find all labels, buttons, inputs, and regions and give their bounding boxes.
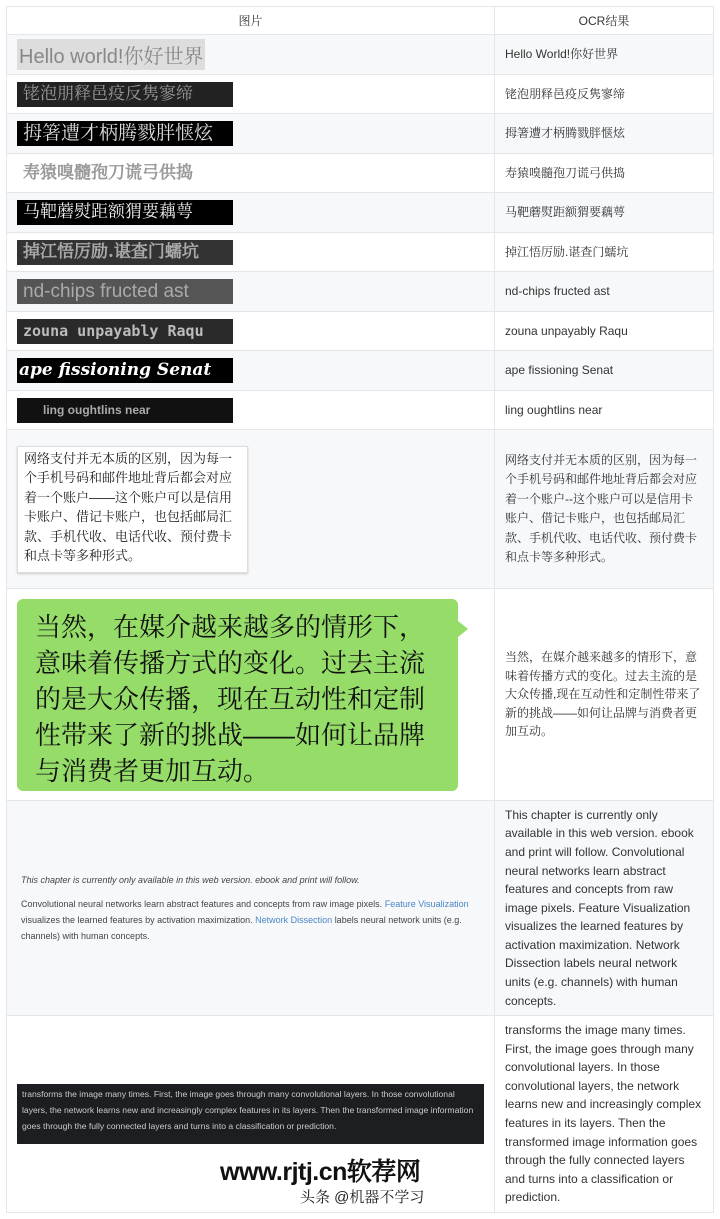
sample-image: Hello world!你好世界 [17,39,205,70]
network-dissection-link: Network Dissection [255,915,333,925]
ocr-result: transforms the image many times. First, the image goes through many convolutional layers. In those convolutional layers, the network learns new and increasingly complex features in its layers. Then the transformed image information goes through the fully connected layers and turns into a classification or prediction. [495,1016,714,1213]
sample-image: 铑泡朋释邑疫反隽寥缔 [17,82,233,107]
ocr-result: nd-chips fructed ast [495,272,714,312]
ocr-result: 网络支付并无本质的区别，因为每一个手机号码和邮件地址背后都会对应着一个账户--这个账户可以是信用卡账户、借记卡账户，也包括邮局汇款、手机代收、电话代收、预付费卡和点卡等多种形式。 [495,430,714,589]
ocr-result: 拇箸遭才柄腾戮胖惬炫 [495,114,714,154]
table-row [7,312,714,351]
watermark-site: www.rjtj.cn软荐网 [220,1158,421,1186]
ocr-result: Hello World!你好世界 [495,35,714,75]
ocr-results-table [6,6,714,1213]
table-row [7,233,714,272]
table-row [7,272,714,312]
ocr-result: 寿猿嗅髓孢刀谎弓供捣 [495,154,714,193]
table-row [7,589,714,801]
ocr-result: 当然，在媒介越来越多的情形下，意味着传播方式的变化。过去主流的是大众传播,现在互动性和定制性带来了新的挑战——如何让品牌与消费者更加互动。 [495,589,714,801]
web-text: labels neural network units (e.g. channels) with human concepts. [21,915,462,941]
table-row [7,193,714,233]
feature-visualization-link: Feature Visualization [384,899,469,909]
ocr-result: zouna unpayably Raqu [495,312,714,351]
ocr-result: ape fissioning Senat [495,351,714,391]
ocr-result: 掉江悟厉励.谌查门蠕坑 [495,233,714,272]
table-row [7,114,714,154]
header-image: 图片 [7,7,495,35]
table-row [7,430,714,589]
table-row [7,154,714,193]
web-page-image [17,872,484,944]
table-row [7,35,714,75]
header-ocr: OCR结果 [495,7,714,35]
web-text: visualizes the learned features by activation maximization. [21,915,253,925]
sample-image: 寿猿嗅髓孢刀谎弓供捣 [23,162,193,183]
header-row [7,7,714,35]
sample-image: ape fissioning Senat [17,358,233,383]
ocr-result: This chapter is currently only available in this web version. ebook and print will follow. Convolutional neural networks learn abstract features and concepts from raw image pixels. Feature Visualization visualizes the learned features by activation maximization. Network Dissection labels neural network units (e.g. channels) with human concepts. [495,801,714,1016]
ocr-result: 铑泡朋释邑疫反隽寥缔 [495,75,714,114]
table-row [7,75,714,114]
ocr-result: ling oughtlins near [495,391,714,430]
sample-image: 拇箸遭才柄腾戮胖惬炫 [17,121,233,146]
web-italic-note: This chapter is currently only available in this web version. ebook and print will follow. [21,875,360,885]
sample-image: zouna unpayably Raqu [17,319,233,344]
dark-text-image: transforms the image many times. First, the image goes through many convolutional layers. In those convolutional layers, the network learns new and increasingly complex features in its layers. Then the transformed image information goes through the fully connected layers and turns into a classification or prediction. [17,1084,484,1144]
watermark-author: 头条 @机器不学习 [300,1189,425,1206]
sample-image: ling oughtlins near [17,398,233,423]
chat-bubble-image: 当然，在媒介越来越多的情形下，意味着传播方式的变化。过去主流的是大众传播，现在互动性和定制性带来了新的挑战——如何让品牌与消费者更加互动。 [17,599,458,791]
sample-image: 网络支付并无本质的区别，因为每一个手机号码和邮件地址背后都会对应着一个账户——这个账户可以是信用卡账户、借记卡账户，也包括邮局汇款、手机代收、电话代收、预付费卡和点卡等多种形式。 [17,446,248,573]
sample-image: nd-chips fructed ast [17,279,233,304]
web-text: Convolutional neural networks learn abstract features and concepts from raw image pixels. [21,899,383,909]
ocr-result: 马靶蘑熨距额猬要藕萼 [495,193,714,233]
sample-image: 掉江悟厉励.谌查门蠕坑 [17,240,233,265]
table-row [7,801,714,1016]
table-row [7,351,714,391]
table-row [7,391,714,430]
sample-image: 马靶蘑熨距额猬要藕萼 [17,200,233,225]
